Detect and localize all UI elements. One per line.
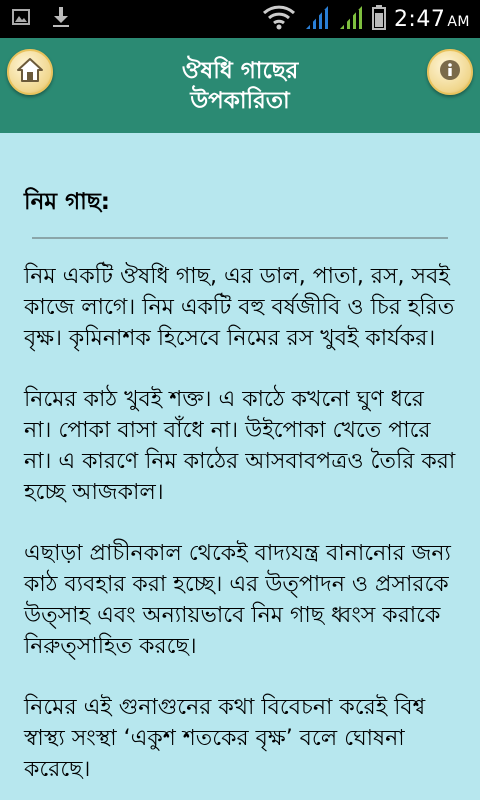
page-title-line-1: ঔষধি গাছের (181, 58, 299, 84)
page-title-line-2: উপকারিতা (190, 88, 290, 114)
signal-icon (304, 4, 330, 34)
page-title (90, 56, 390, 116)
article-paragraph: নিমের কাঠ খুবই শক্ত। এ কাঠে কখনো ঘুণ ধরে না। পোকা বাসা বাঁধে না। উইপোকা খেতে পারে না। এ কারণে নিম কাঠের আসবাবপত্রও তৈরি করা হচ্ছে আজকাল। (24, 387, 456, 505)
info-icon (439, 59, 461, 85)
divider (32, 237, 448, 239)
picture-icon (12, 9, 30, 29)
clock-ampm: AM (447, 13, 470, 30)
article-paragraph: এছাড়া প্রাচীনকাল থেকেই বাদ্যযন্ত্র বানানোর জন্য কাঠ ব্যবহার করা হচ্ছে। এর উত্পাদন ও প্রসারকে উত্সাহ এবং অন্যায়ভাবে নিম গাছ ধ্বংস করাকে নিরুত্সাহিত করছে। (24, 541, 451, 659)
article-paragraph: নিমের এই গুনাগুনের কথা বিবেচনা করেই বিশ্ব স্বাস্থ্য সংস্থা ‘একুশ শতকের বৃক্ষ’ বলে ঘোষনা করেছে। (24, 695, 426, 782)
download-icon (52, 6, 70, 32)
section-heading: নিম গাছ: (24, 189, 110, 215)
clock-hours: 2:47 (393, 6, 446, 32)
clock-time (394, 7, 470, 32)
home-button[interactable] (7, 49, 53, 95)
battery-icon (372, 4, 386, 34)
info-button[interactable] (427, 49, 473, 95)
status-bar (0, 0, 480, 38)
article-paragraph: নিম একটি ঔষধি গাছ, এর ডাল, পাতা, রস, সবই কাজে লাগে। নিম একটি বহু বর্ষজীবি ও চির হরিত বৃক্ষ। কৃমিনাশক হিসেবে নিমের রস খুবই কার্যকর। (24, 264, 455, 351)
wifi-icon (262, 4, 296, 34)
article-content (0, 133, 480, 800)
app-header (0, 38, 480, 133)
home-icon (16, 57, 44, 87)
signal-icon (338, 4, 364, 34)
